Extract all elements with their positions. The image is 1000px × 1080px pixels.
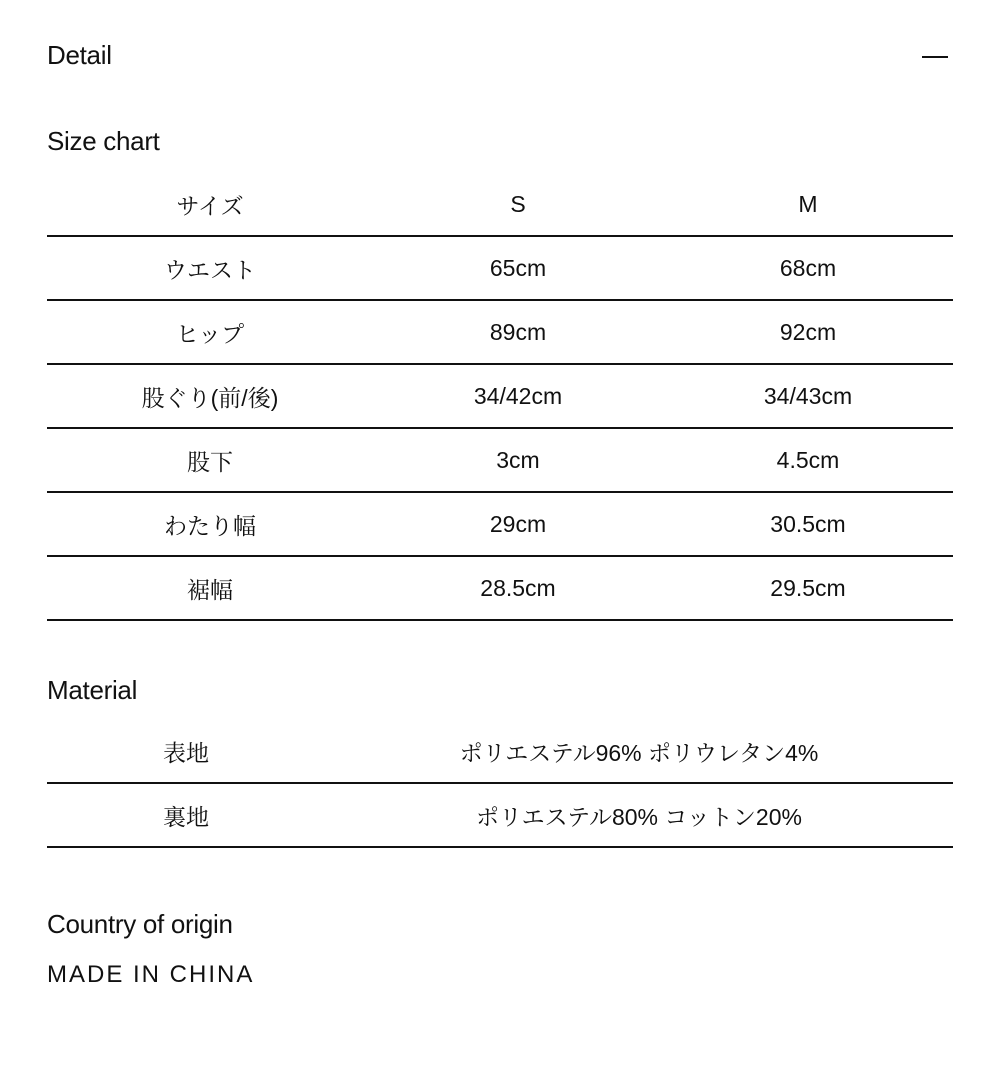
table-row [47, 428, 953, 492]
origin-title: Country of origin [47, 909, 233, 939]
header-cell: M [798, 190, 818, 217]
table-row [47, 556, 953, 620]
cell: 68cm [663, 236, 953, 300]
material-title: Material [47, 675, 138, 705]
cell: 3cm [373, 428, 663, 492]
size-chart-table [47, 173, 953, 621]
table-header-row [47, 173, 953, 236]
cell: 4.5cm [663, 428, 953, 492]
table-row [47, 300, 953, 364]
cell: 29.5cm [663, 556, 953, 620]
cell: 30.5cm [663, 492, 953, 556]
detail-title: Detail [47, 40, 112, 70]
material-table [47, 720, 953, 848]
cell: 29cm [373, 492, 663, 556]
table-row [47, 720, 953, 783]
row-label: 股ぐり(前/後) [47, 364, 373, 428]
header-cell: サイズ [176, 192, 244, 219]
minus-icon[interactable] [920, 38, 950, 68]
row-label: 裾幅 [47, 556, 373, 620]
table-row [47, 492, 953, 556]
row-label: 裏地 [47, 783, 325, 847]
cell: 34/42cm [373, 364, 663, 428]
row-label: わたり幅 [47, 492, 373, 556]
row-label: ヒップ [47, 300, 373, 364]
origin-value: MADE IN CHINA [47, 961, 255, 988]
table-row [47, 364, 953, 428]
cell: 34/43cm [663, 364, 953, 428]
size-chart-title: Size chart [47, 126, 160, 156]
row-label: 股下 [47, 428, 373, 492]
cell: 28.5cm [373, 556, 663, 620]
cell: 92cm [663, 300, 953, 364]
cell: 89cm [373, 300, 663, 364]
cell: ポリエステル96% ポリウレタン4% [459, 739, 819, 766]
cell: ポリエステル80% コットン20% [325, 783, 953, 847]
row-label: 表地 [163, 739, 209, 766]
table-row [47, 783, 953, 847]
table-row [47, 236, 953, 300]
cell: 65cm [373, 236, 663, 300]
header-cell: S [510, 190, 526, 217]
row-label: ウエスト [47, 236, 373, 300]
